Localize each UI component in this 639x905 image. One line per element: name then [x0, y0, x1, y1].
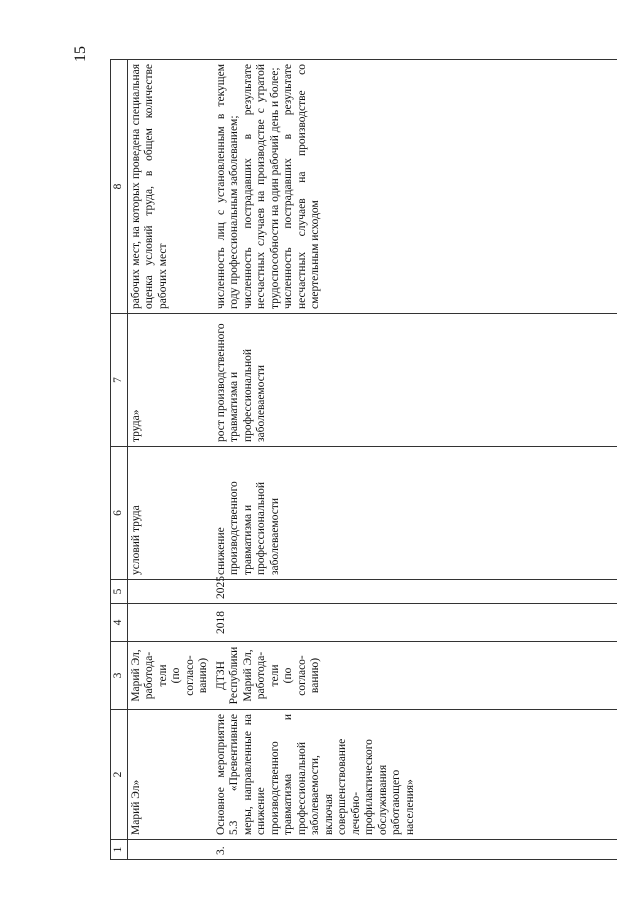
table-row	[213, 60, 617, 860]
column-header: 6	[111, 447, 128, 580]
column-header: 7	[111, 314, 128, 447]
column-header: 3	[111, 642, 128, 710]
cell-end-year: 2025	[213, 580, 617, 604]
cell-executor: Марий Эл, работода- тели (по согласо- ванию)	[127, 642, 213, 710]
cell-start-year	[127, 604, 213, 642]
cell-number	[127, 840, 213, 860]
program-measures-table	[110, 59, 617, 860]
page-number: 15	[72, 46, 89, 62]
cell-expected-result: снижение производственного травматизма и профессиональной заболеваемости	[213, 447, 617, 580]
column-header: 1	[111, 840, 128, 860]
cell-measure-name: Основное мероприятие 5.3 «Превентивные меры, направленные на снижение производственного травматизма и профессиональной заболеваемости, включая совершенствование лечебно-профилактического обслуживания работающего населения»	[213, 710, 617, 840]
cell-expected-result: условий труда	[127, 447, 213, 580]
cell-non-implementation-consequence: рост производственного травматизма и профессиональной заболеваемости	[213, 314, 617, 447]
cell-measure-name: Марий Эл»	[127, 710, 213, 840]
cell-end-year	[127, 580, 213, 604]
cell-indicator: численность лиц с установленным в текущем году профессиональным заболеванием; численность пострадавших в результате несчастных случаев на производстве с утратой трудоспособности на один рабочий день и более; численность пострадавших в результате несчастных случаев на производстве со смертельным исходом	[213, 60, 617, 314]
cell-number: 3.	[213, 840, 617, 860]
table-row	[127, 60, 213, 860]
cell-executor: ДТЗН Республики Марий Эл, работода- тели (по согласо- ванию)	[213, 642, 617, 710]
rotated-page-content	[110, 60, 610, 860]
column-header: 2	[111, 710, 128, 840]
table-header-row	[111, 60, 128, 860]
cell-indicator: рабочих мест, на которых проведена специальная оценка условий труда, в общем количестве рабочих мест	[127, 60, 213, 314]
cell-non-implementation-consequence: труда»	[127, 314, 213, 447]
column-header: 5	[111, 580, 128, 604]
column-header: 8	[111, 60, 128, 314]
column-header: 4	[111, 604, 128, 642]
cell-start-year: 2018	[213, 604, 617, 642]
